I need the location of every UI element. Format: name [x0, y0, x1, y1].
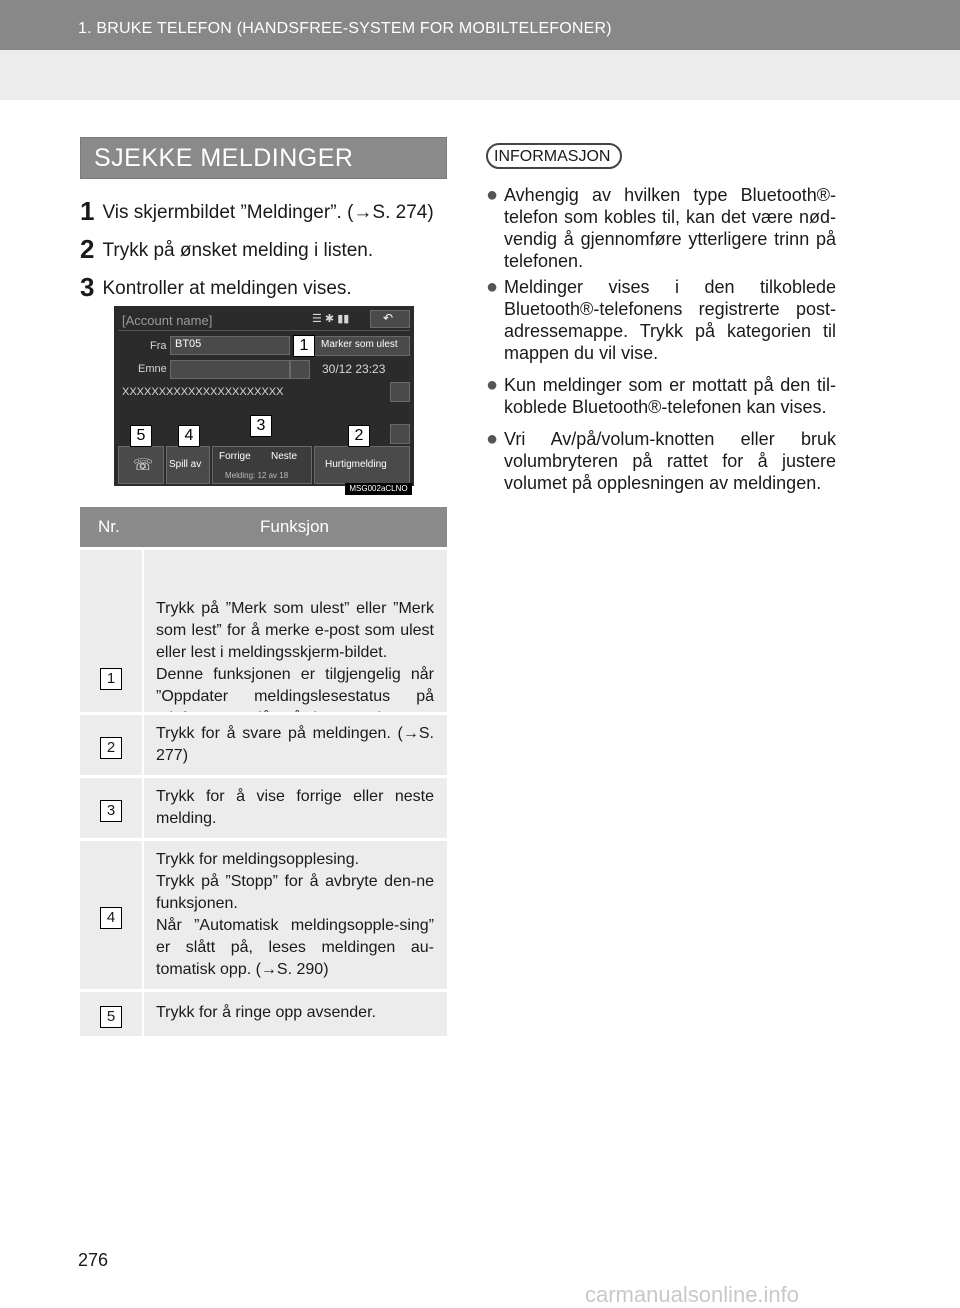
- row-number: 2: [100, 737, 122, 759]
- prev-next-group: [212, 446, 312, 484]
- attachment-icon: [290, 360, 310, 379]
- callout-2: 2: [348, 425, 370, 447]
- watermark: carmanualsonline.info: [585, 1282, 800, 1307]
- back-icon: ↶: [383, 311, 394, 325]
- row-number: 4: [100, 907, 122, 929]
- from-field: BT05: [170, 336, 290, 355]
- function-table: [80, 507, 447, 1036]
- from-label: Fra: [150, 340, 167, 352]
- message-body: XXXXXXXXXXXXXXXXXXXXXX: [122, 386, 284, 398]
- step-3: 3 Kontroller at meldingen vises.: [80, 272, 352, 302]
- table-row: 5 Trykk for å ringe opp avsender.: [80, 989, 447, 1036]
- table-row: 4 Trykk for meldingsopplesing. Trykk på ”Stopp” for å avbryte den-ne funksjonen. Når ”Automatisk meldingsopple-sing” er slått på, leses meldingen au-tomatisk opp. (→S. 290): [80, 838, 447, 989]
- message-datetime: 30/12 23:23: [322, 362, 386, 376]
- account-name: [Account name]: [122, 313, 213, 328]
- back-button[interactable]: [370, 310, 410, 328]
- call-sender-button[interactable]: [118, 446, 164, 484]
- chapter-header: [0, 0, 960, 50]
- subject-label: Emne: [138, 363, 167, 375]
- next-button[interactable]: Neste: [271, 451, 298, 462]
- callout-1: 1: [293, 335, 315, 357]
- step-2: 2 Trykk på ønsket melding i listen.: [80, 234, 374, 264]
- table-row: 2 Trykk for å svare på meldingen. (→S. 277): [80, 712, 447, 775]
- mark-unread-button[interactable]: Marker som ulest: [310, 336, 410, 356]
- bullet-icon: ●: [486, 428, 499, 450]
- header-band: [0, 50, 960, 100]
- information-label: INFORMASJON: [486, 143, 622, 169]
- col-function: Funksjon: [260, 517, 329, 536]
- message-screen-image: [114, 306, 414, 486]
- row-number: 5: [100, 1006, 122, 1028]
- table-row: 1 Trykk på ”Merk som ulest” eller ”Merk som lest” for å merke e-post som ulest eller lest i meldingsskjerm-bildet. Denne funksjonen er tilgjengelig når ”Oppdater meldingslesestatus på: [80, 547, 447, 712]
- scroll-down-button[interactable]: [390, 424, 410, 444]
- step-1: 1 Vis skjermbildet ”Meldinger”. (→S. 274): [80, 196, 434, 226]
- scroll-up-button[interactable]: [390, 382, 410, 402]
- table-header: [80, 507, 447, 547]
- section-heading: [80, 137, 447, 179]
- callout-4: 4: [178, 425, 200, 447]
- image-code: MSG002aCLNO: [345, 483, 412, 495]
- play-button[interactable]: Spill av: [166, 446, 210, 484]
- message-count: Melding: 12 av 18: [225, 471, 289, 480]
- callout-5: 5: [130, 425, 152, 447]
- row-number: 3: [100, 800, 122, 822]
- subject-field: [170, 360, 290, 379]
- bullet-icon: ●: [486, 184, 499, 206]
- callout-3: 3: [250, 415, 272, 437]
- bullet-icon: ●: [486, 276, 499, 298]
- quick-reply-button[interactable]: Hurtigmelding: [314, 446, 410, 484]
- chapter-title: 1. BRUKE TELEFON (HANDSFREE-SYSTEM FOR MOBILTELEFONER): [78, 20, 612, 37]
- phone-icon: ☏: [133, 457, 154, 474]
- bullet-icon: ●: [486, 374, 499, 396]
- row-number: 1: [100, 668, 122, 690]
- prev-button[interactable]: Forrige: [219, 451, 251, 462]
- page-number: 276: [78, 1250, 109, 1270]
- col-nr: Nr.: [98, 517, 120, 536]
- table-row: 3 Trykk for å vise forrige eller neste melding.: [80, 775, 447, 838]
- status-icons: ☰ ✱ ▮▮: [312, 313, 350, 325]
- section-title: SJEKKE MELDINGER: [94, 144, 354, 172]
